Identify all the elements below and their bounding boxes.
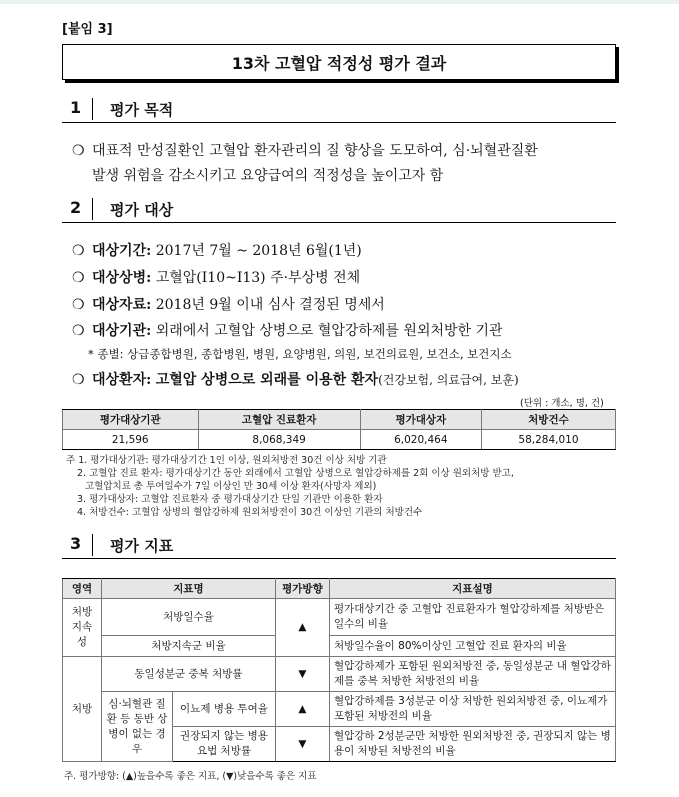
purpose-line-1 <box>72 140 538 160</box>
target-label: 대상기간: <box>92 243 152 259</box>
purpose-line-2: 발생 위험을 감소시키고 요양급여의 적정성을 높이고자 함 <box>92 168 444 184</box>
section-header-2 <box>62 196 616 223</box>
section-number: 1 <box>70 98 82 117</box>
direction-down-icon: ▼ <box>275 657 329 692</box>
target-label: 대상기관: <box>92 323 152 339</box>
section-title: 평가 지표 <box>110 537 174 555</box>
target-item <box>72 294 385 314</box>
table-cell: 58,284,010 <box>481 430 615 450</box>
area-cell: 처방 <box>63 657 102 762</box>
table-header: 평가대상기관 <box>63 410 199 430</box>
target-label: 대상상병: <box>92 270 152 286</box>
unit-label: (단위 : 개소, 명, 건) <box>520 398 604 409</box>
section-header-1 <box>62 96 616 123</box>
target-value: 2018년 9월 이내 심사 결정된 명세서 <box>155 297 385 313</box>
direction-up-icon: ▲ <box>275 599 329 657</box>
target-label: 대상자료: <box>92 297 152 313</box>
section-number: 2 <box>70 198 82 217</box>
target-item <box>72 240 362 260</box>
table-cell: 6,020,464 <box>360 430 481 450</box>
target-summary-table <box>62 409 616 450</box>
indicator-desc: 평가대상기간 중 고혈압 진료환자가 혈압강하제를 처방받은 일수의 비율 <box>329 599 615 636</box>
table-row <box>63 657 616 692</box>
table-row <box>63 599 616 636</box>
area-cell: 처방 지속성 <box>63 599 102 657</box>
attachment-label: [붙임 3] <box>62 22 113 37</box>
note-line: 4. 처방건수: 고혈압 상병의 혈압강하제 원외처방전이 30건 이상인 기관의 처방건수 <box>77 507 423 518</box>
table-header: 평가방향 <box>275 579 329 599</box>
note-line: 고혈압치료 총 투여일수가 7일 이상인 만 30세 이상 환자(사망자 제외) <box>85 481 377 492</box>
table-row <box>63 636 616 657</box>
table-header: 평가대상자 <box>360 410 481 430</box>
types-note: * 종별: 상급종합병원, 종합병원, 병원, 요양병원, 의원, 보건의료원, 보건소, 보건지소 <box>88 347 512 361</box>
circle-bullet-icon: ❍ <box>72 372 85 388</box>
table-header: 처방건수 <box>481 410 615 430</box>
section-title: 평가 대상 <box>110 201 174 219</box>
indicator-name: 동일성분군 중복 처방률 <box>102 657 276 692</box>
circle-bullet-icon: ❍ <box>72 270 85 286</box>
indicator-table <box>62 578 616 762</box>
table-cell: 8,068,349 <box>198 430 360 450</box>
table-row <box>63 430 616 450</box>
table-header: 지표명 <box>102 579 276 599</box>
patients-value: 고혈압 상병으로 외래를 이용한 환자 <box>155 372 379 388</box>
direction-down-icon: ▼ <box>275 727 329 762</box>
indicator-name: 처방지속군 비율 <box>102 636 276 657</box>
indicator-name: 권장되지 않는 병용요법 처방률 <box>173 727 276 762</box>
circle-bullet-icon: ❍ <box>72 297 85 313</box>
indicator-desc: 혈압강하제를 3성분군 이상 처방한 원외처방전 중, 이뇨제가 포함된 처방전의 비율 <box>329 692 615 727</box>
patients-item <box>72 369 519 389</box>
purpose-text-1: 대표적 만성질환인 고혈압 환자관리의 질 향상을 도모하여, 심·뇌혈관질환 <box>92 143 538 159</box>
indicator-desc: 처방일수율이 80%이상인 고혈압 진료 환자의 비율 <box>329 636 615 657</box>
circle-bullet-icon: ❍ <box>72 323 85 339</box>
sub-area-cell: 심·뇌혈관 질환 등 동반 상병이 없는 경우 <box>102 692 173 762</box>
table-header: 영역 <box>63 579 102 599</box>
note-line: 주 1. 평가대상기관: 평가대상기간 1인 이상, 원외처방전 30건 이상 처방 기관 <box>66 455 387 466</box>
table-cell: 21,596 <box>63 430 199 450</box>
table-header: 고혈압 진료환자 <box>198 410 360 430</box>
direction-up-icon: ▲ <box>275 692 329 727</box>
patients-suffix: (건강보험, 의료급여, 보훈) <box>378 373 519 387</box>
circle-bullet-icon: ❍ <box>72 143 85 159</box>
target-value: 외래에서 고혈압 상병으로 혈압강하제를 원외처방한 기관 <box>155 323 503 339</box>
note-line: 2. 고혈압 진료 환자: 평가대상기간 동안 외래에서 고혈압 상병으로 혈압강하제를 2회 이상 원외처방 받고, <box>77 468 514 479</box>
indicator-name: 이뇨제 병용 투여율 <box>173 692 276 727</box>
top-line <box>0 0 679 4</box>
page-title <box>62 44 616 80</box>
table-header-row <box>63 579 616 599</box>
section-divider <box>92 98 93 120</box>
page-title-text: 13차 고혈압 적정성 평가 결과 <box>231 53 447 73</box>
indicator-desc: 혈압강하 2성분군만 처방한 원외처방전 중, 권장되지 않는 병용이 처방된 처방전의 비율 <box>329 727 615 762</box>
target-item <box>72 320 503 340</box>
table-header-row <box>63 410 616 430</box>
table-row <box>63 692 616 727</box>
table-header: 지표설명 <box>329 579 615 599</box>
target-item <box>72 267 360 287</box>
patients-label: 대상환자: <box>92 372 152 388</box>
target-value: 2017년 7월 ~ 2018년 6월(1년) <box>155 243 362 259</box>
section-divider <box>92 534 93 556</box>
indicator-name: 처방일수율 <box>102 599 276 636</box>
section-header-3 <box>62 532 616 559</box>
target-value: 고혈압(I10~I13) 주·부상병 전체 <box>155 270 361 286</box>
circle-bullet-icon: ❍ <box>72 243 85 259</box>
section-title: 평가 목적 <box>110 101 174 119</box>
section-number: 3 <box>70 534 82 553</box>
footnote: 주. 평가방향: (▲)높을수록 좋은 지표, (▼)낮을수록 좋은 지표 <box>64 771 317 782</box>
indicator-desc: 혈압강하제가 포함된 원외처방전 중, 동일성분군 내 혈압강하제를 중복 처방한 처방전의 비율 <box>329 657 615 692</box>
section-divider <box>92 198 93 220</box>
note-line: 3. 평가대상자: 고혈압 진료환자 중 평가대상기간 단일 기관만 이용한 환자 <box>77 494 383 505</box>
